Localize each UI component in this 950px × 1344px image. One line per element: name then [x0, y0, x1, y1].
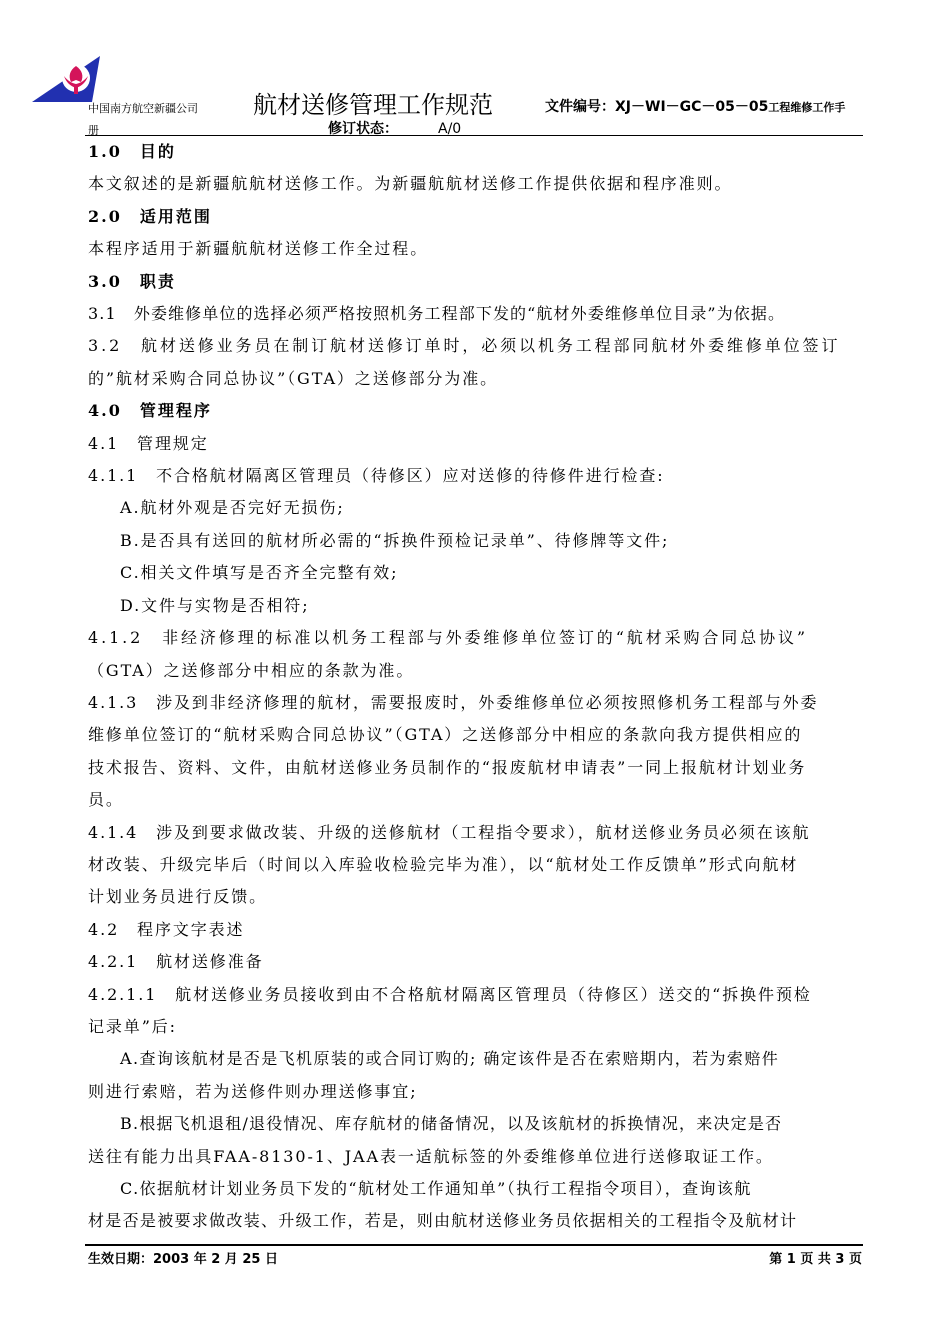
list-item: B.是否具有送回的航材所必需的“拆换件预检记录单”、待修牌等文件; [120, 530, 670, 550]
paragraph-line: 技术报告、资料、文件，由航材送修业务员制作的“报废航材申请表”一同上报航材计划业务 [88, 757, 807, 777]
revision-label: 修订状态： [328, 121, 398, 137]
paragraph-line: 则进行索赔，若为送修件则办理送修事宜; [88, 1081, 418, 1101]
document-title: 航材送修管理工作规范 [253, 91, 493, 119]
list-item: B.根据飞机退租/退役情况、库存航材的储备情况，以及该航材的拆换情况，来决定是否 [120, 1114, 783, 1134]
list-item: A.查询该航材是否是飞机原装的或合同订购的; 确定该件是否在索赔期内，若为索赔件 [120, 1049, 780, 1069]
list-item: A.航材外观是否完好无损伤; [120, 498, 345, 518]
paragraph-line: 4.2.1.1 航材送修业务员接收到由不合格航材隔离区管理员（待修区）送交的“拆换件预检 [88, 984, 812, 1004]
effective-date: 生效日期：2003 年 2 月 25 日 [88, 1252, 278, 1267]
paragraph-line: 记录单”后: [88, 1016, 177, 1036]
section-heading: 4.0 管理程序 [88, 401, 212, 421]
list-item: D.文件与实物是否相符; [120, 595, 310, 615]
subsection-heading: 4.2.1 航材送修准备 [88, 952, 264, 972]
paragraph-line: 4.1.3 涉及到非经济修理的航材，需要报废时，外委维修单位必须按照修机务工程部与外委 [88, 692, 819, 712]
paragraph-line: 员。 [88, 790, 124, 810]
document-number [545, 96, 845, 116]
paragraph-line: 4.1.2 非经济修理的标准以机务工程部与外委维修单位签订的“航材采购合同总协议” [88, 628, 808, 648]
paragraph-line: 4.1.4 涉及到要求做改装、升级的送修航材（工程指令要求），航材送修业务员必须在该航 [88, 822, 811, 842]
paragraph-line: 送往有能力出具FAA-8130-1、JAA表一适航标签的外委维修单位进行送修取证工作。 [88, 1146, 774, 1166]
page-header [0, 0, 950, 140]
paragraph-line: 计划业务员进行反馈。 [88, 887, 268, 907]
list-item: C.相关文件填写是否齐全完整有效; [120, 563, 399, 583]
paragraph-line: 本文叙述的是新疆航航材送修工作。为新疆航航材送修工作提供依据和程序准则。 [88, 174, 733, 194]
list-item: C.依据航材计划业务员下发的“航材处工作通知单”（执行工程指令项目），查询该航 [120, 1179, 752, 1198]
section-heading: 3.0 职责 [88, 271, 176, 291]
china-southern-kapok-logo-icon [30, 52, 110, 104]
paragraph-line: 的”航材采购合同总协议”（GTA）之送修部分为准。 [88, 368, 498, 388]
paragraph-line: 3.2 航材送修业务员在制订航材送修订单时，必须以机务工程部同航材外委维修单位签订 [88, 336, 841, 356]
page-number: 第 1 页 共 3 页 [769, 1252, 862, 1267]
document-number-label: 文件编号：XJ－WI－GC－05－05 [545, 99, 769, 115]
subsection-heading: 4.2 程序文字表述 [88, 919, 245, 939]
paragraph-line: （GTA）之送修部分中相应的条款为准。 [88, 660, 415, 680]
paragraph-line: 材是否是被要求做改装、升级工作，若是，则由航材送修业务员依据相关的工程指令及航材计 [88, 1211, 798, 1231]
subsection-heading: 4.1 管理规定 [88, 433, 209, 453]
paragraph-line: 本程序适用于新疆航航材送修工作全过程。 [88, 239, 429, 259]
paragraph-line: 材改装、升级完毕后（时间以入库验收检验完毕为准），以“航材处工作反馈单”形式向航材 [88, 854, 799, 874]
footer-divider [85, 1244, 863, 1246]
company-name-wrap: 册 [88, 124, 99, 137]
company-name: 中国南方航空新疆公司 [88, 102, 198, 115]
section-heading: 1.0 目的 [88, 142, 176, 161]
section-heading: 2.0 适用范围 [88, 206, 212, 226]
document-number-suffix: 工程维修工作手 [768, 101, 846, 114]
paragraph-line: 3.1 外委维修单位的选择必须严格按照机务工程部下发的“航材外委维修单位目录”为依据。 [88, 304, 786, 324]
paragraph-line: 4.1.1 不合格航材隔离区管理员（待修区）应对送修的待修件进行检查: [88, 466, 665, 486]
revision-value: A/0 [438, 121, 462, 137]
document-body [88, 136, 868, 1238]
paragraph-line: 维修单位签订的“航材采购合同总协议”（GTA）之送修部分中相应的条款向我方提供相应的 [88, 725, 803, 745]
